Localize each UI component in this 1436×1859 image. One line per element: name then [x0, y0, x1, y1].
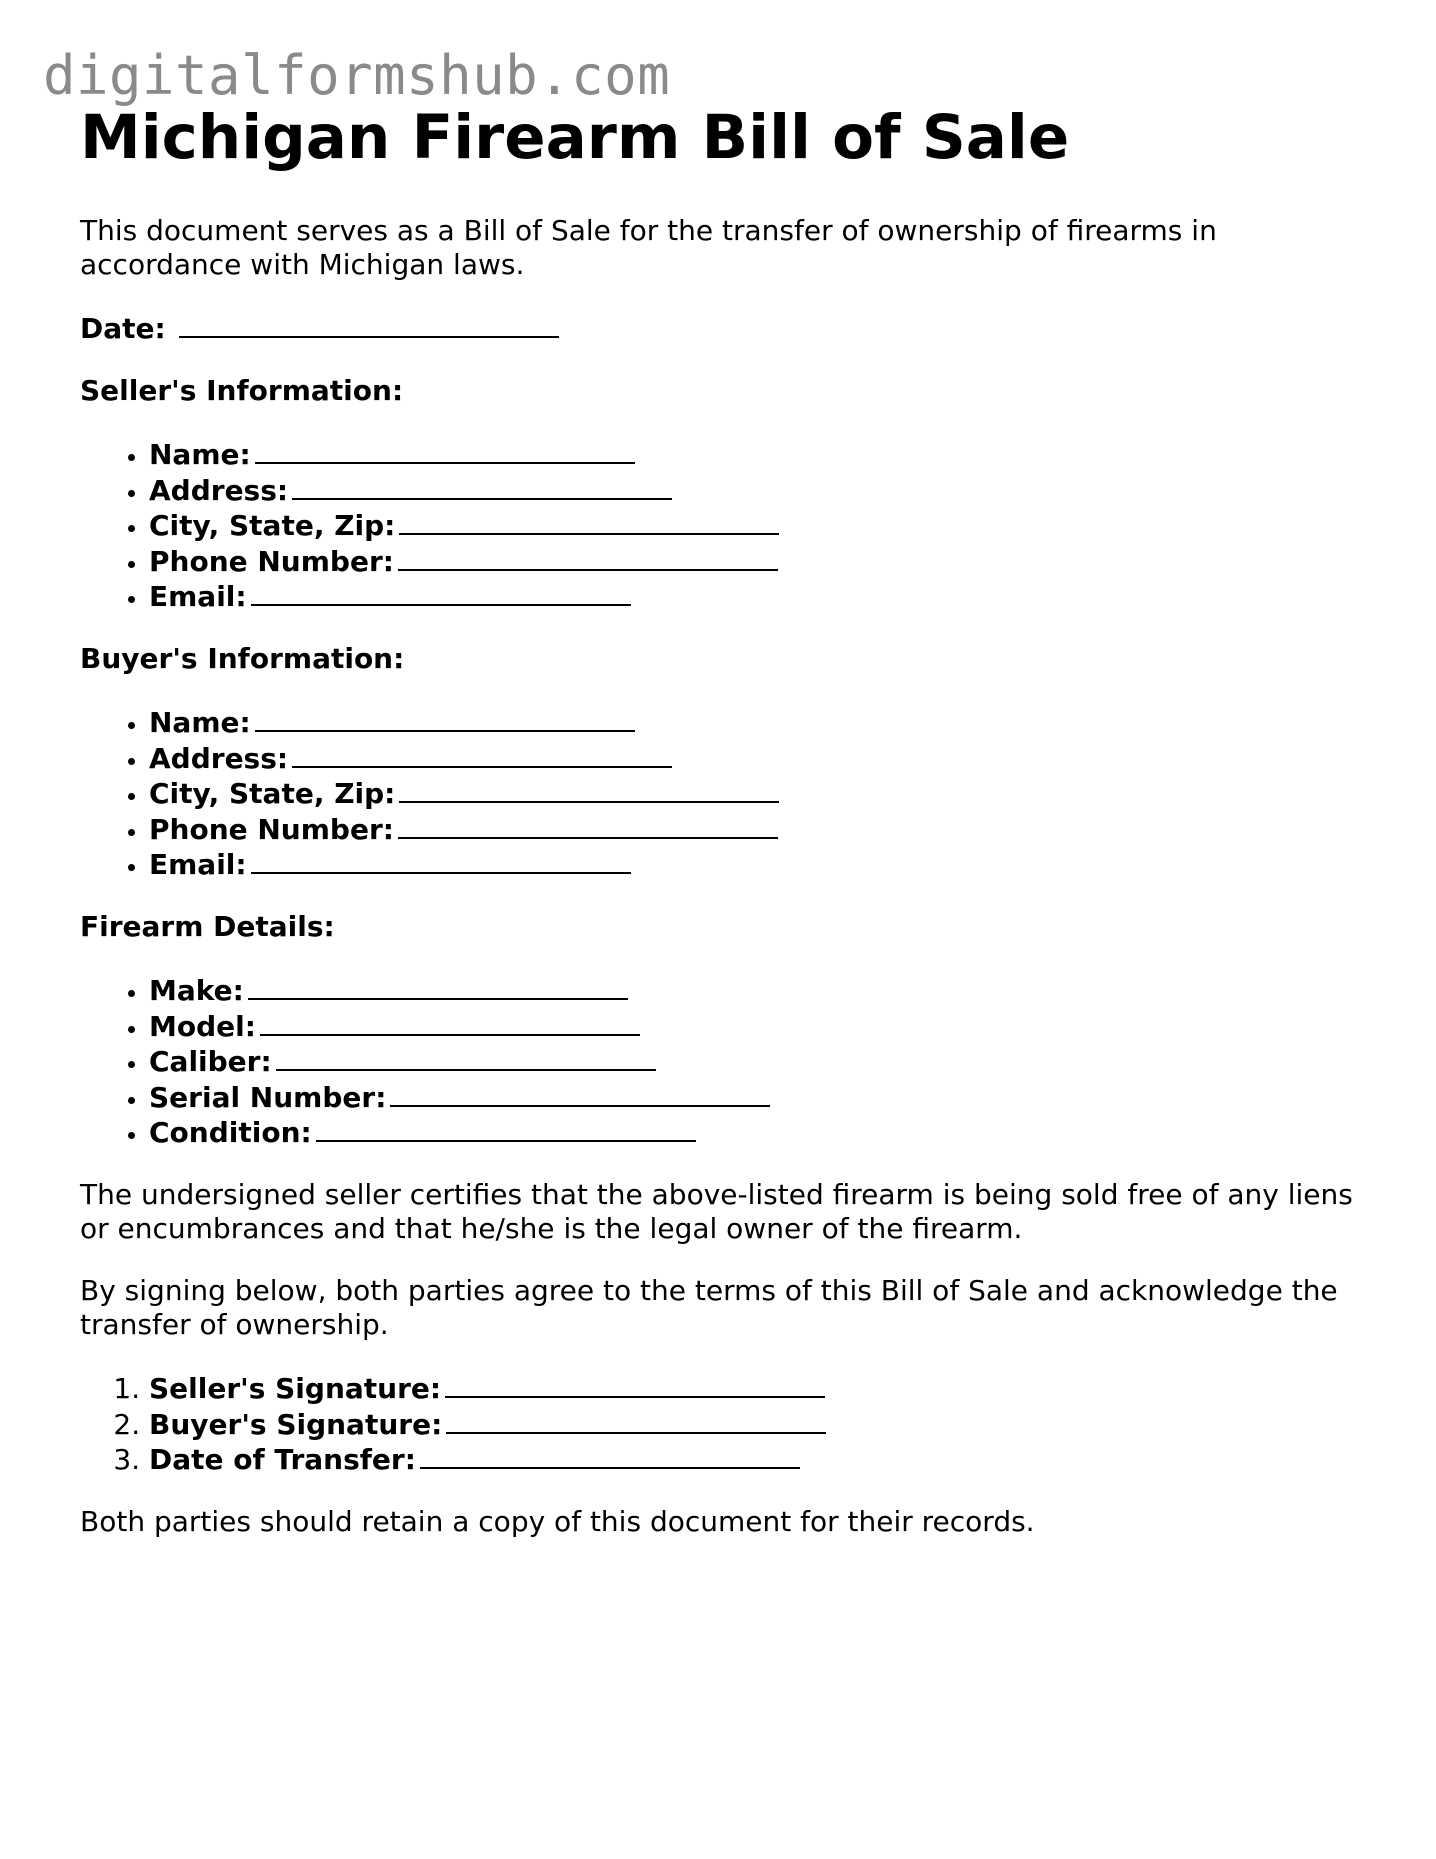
field-label: Buyer's Signature:: [149, 1407, 443, 1441]
date-blank-line[interactable]: [179, 310, 559, 338]
buyer-heading: Buyer's Information:: [80, 641, 405, 675]
seller-city-state-zip-field: [149, 507, 1380, 543]
certification-paragraph: The undersigned seller certifies that the above-listed firearm is being sold free of any liens or encumbrances and that he/she is the legal owner of the firearm.: [80, 1177, 1353, 1245]
seller-field-list: [80, 436, 1380, 614]
field-label: Phone Number:: [149, 544, 394, 578]
signature-blank-line[interactable]: [420, 1441, 800, 1469]
document-body: [80, 100, 1380, 1539]
field-blank-line[interactable]: [248, 972, 628, 1000]
field-label: Model:: [149, 1009, 256, 1043]
seller-signature-field: [149, 1370, 1380, 1406]
field-label: Date of Transfer:: [149, 1443, 416, 1477]
firearm-model-field: [149, 1008, 1380, 1044]
document-title: Michigan Firearm Bill of Sale: [80, 102, 1070, 173]
field-label: Seller's Signature:: [149, 1371, 442, 1405]
seller-name-field: [149, 436, 1380, 472]
field-blank-line[interactable]: [399, 775, 779, 803]
signature-blank-line[interactable]: [445, 1370, 825, 1398]
firearm-field-list: [80, 972, 1380, 1150]
field-blank-line[interactable]: [292, 740, 672, 768]
firearm-heading: Firearm Details:: [80, 909, 335, 943]
signature-blank-line[interactable]: [446, 1406, 826, 1434]
field-label: Phone Number:: [149, 812, 394, 846]
firearm-condition-field: [149, 1114, 1380, 1150]
buyer-field-list: [80, 704, 1380, 882]
field-blank-line[interactable]: [398, 543, 778, 571]
buyer-address-field: [149, 740, 1380, 776]
field-label: Condition:: [149, 1116, 312, 1150]
field-blank-line[interactable]: [255, 704, 635, 732]
seller-email-field: [149, 578, 1380, 614]
field-label: Serial Number:: [149, 1080, 387, 1114]
field-label: Email:: [149, 848, 247, 882]
field-blank-line[interactable]: [398, 811, 778, 839]
date-label: Date:: [80, 312, 166, 345]
seller-address-field: [149, 472, 1380, 508]
buyer-email-field: [149, 846, 1380, 882]
field-label: Address:: [149, 741, 289, 775]
field-label: Make:: [149, 973, 244, 1007]
agreement-paragraph: By signing below, both parties agree to the terms of this Bill of Sale and acknowledge the transfer of ownership.: [80, 1273, 1338, 1341]
intro-paragraph: This document serves as a Bill of Sale for the transfer of ownership of firearms in accordance with Michigan laws.: [80, 214, 1217, 281]
seller-heading: Seller's Information:: [80, 374, 404, 407]
closing-paragraph: Both parties should retain a copy of this document for their records.: [80, 1504, 1035, 1538]
buyer-name-field: [149, 704, 1380, 740]
firearm-make-field: [149, 972, 1380, 1008]
field-blank-line[interactable]: [260, 1008, 640, 1036]
field-blank-line[interactable]: [399, 507, 779, 535]
field-label: Email:: [149, 580, 247, 614]
date-of-transfer-field: [149, 1441, 1380, 1477]
field-blank-line[interactable]: [251, 846, 631, 874]
field-label: Name:: [149, 438, 251, 471]
field-label: City, State, Zip:: [149, 509, 396, 543]
field-blank-line[interactable]: [292, 472, 672, 500]
date-field: [80, 310, 1380, 346]
field-label: Caliber:: [149, 1045, 272, 1079]
signature-list: [80, 1370, 1380, 1477]
buyer-phone-field: [149, 811, 1380, 847]
field-blank-line[interactable]: [251, 578, 631, 606]
field-blank-line[interactable]: [276, 1043, 656, 1071]
field-label: Name:: [149, 705, 251, 739]
firearm-serial-number-field: [149, 1079, 1380, 1115]
field-label: City, State, Zip:: [149, 777, 396, 811]
buyer-signature-field: [149, 1406, 1380, 1442]
field-blank-line[interactable]: [390, 1079, 770, 1107]
field-blank-line[interactable]: [255, 436, 635, 464]
field-blank-line[interactable]: [316, 1114, 696, 1142]
seller-phone-field: [149, 543, 1380, 579]
watermark: digitalformshub.com: [43, 44, 671, 107]
field-label: Address:: [149, 473, 289, 507]
buyer-city-state-zip-field: [149, 775, 1380, 811]
firearm-caliber-field: [149, 1043, 1380, 1079]
